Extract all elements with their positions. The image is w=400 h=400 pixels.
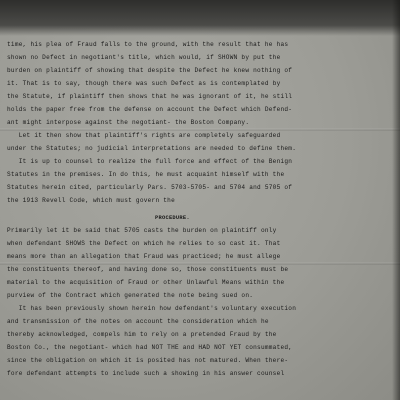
text-line: under the Statutes; no judicial interpretations are needed to define them. — [7, 145, 297, 152]
text-line: the 1913 Revell Code, which must govern the — [7, 197, 175, 204]
text-line: time, his plea of Fraud falls to the ground, with the result that he has — [7, 41, 289, 48]
text-line: It is up to counsel to realize the full force and effect of the Benign — [7, 158, 293, 165]
overtype-word: PROCEDURE. — [155, 215, 190, 221]
text-line: and transmission of the notes on account the consideration which he — [7, 318, 269, 325]
overtype-line — [7, 213, 389, 224]
text-line: burden on plaintiff of showing that despite the Defect he knew nothing of — [7, 67, 293, 74]
text-line: Statutes in the premises. In do this, he must acquaint himself with the — [7, 171, 285, 178]
text-line: the constituents thereof, and having done so, those constituents must be — [7, 266, 289, 273]
page-edge-shadow — [392, 0, 400, 400]
typed-text-body — [7, 38, 389, 380]
text-line: Let it then show that plaintiff's rights are completely safeguarded — [7, 132, 281, 139]
text-line: material to the acquisition of Fraud or other Unlawful Means within the — [7, 279, 285, 286]
text-line: shown no Defect in negotiant's title, which would, if SHOWN by put the — [7, 54, 281, 61]
text-line: It has been previously shown herein how defendant's voluntary execution — [7, 305, 297, 312]
text-line: purview of the Contract which generated the note being sued on. — [7, 292, 254, 299]
text-line: fore defendant attempts to include such a showing in his answer counsel — [7, 370, 285, 377]
text-line: thereby acknowledged, compels him to rely on a pretended Fraud by the — [7, 331, 277, 338]
text-line: the Statute, if plaintiff then shows that he was ignorant of it, he still — [7, 93, 293, 100]
text-line: when defendant SHOWS the Defect on which he relies to so cast it. That — [7, 240, 281, 247]
text-line: means more than an allegation that Fraud was practiced; he must allege — [7, 253, 281, 260]
text-line: it. That is to say, though there was such Defect as is contemplated by — [7, 80, 281, 87]
text-line: since the obligation on which it is posited has not matured. When there- — [7, 357, 289, 364]
text-line: Statutes herein cited, particularly Pars. 5703-5705- and 5704 and 5705 of — [7, 184, 293, 191]
text-line: Boston Co., the negotiant- which had NOT THE and HAD NOT YET consummated, — [7, 344, 293, 351]
text-line: holds the paper free from the defense on account the Defect which Defend- — [7, 106, 293, 113]
text-line: ant might interpose against the negotiant- the Boston Company. — [7, 119, 250, 126]
scan-shadow — [0, 0, 400, 36]
text-line: Primarily let it be said that 5705 casts the burden on plaintiff only — [7, 227, 277, 234]
